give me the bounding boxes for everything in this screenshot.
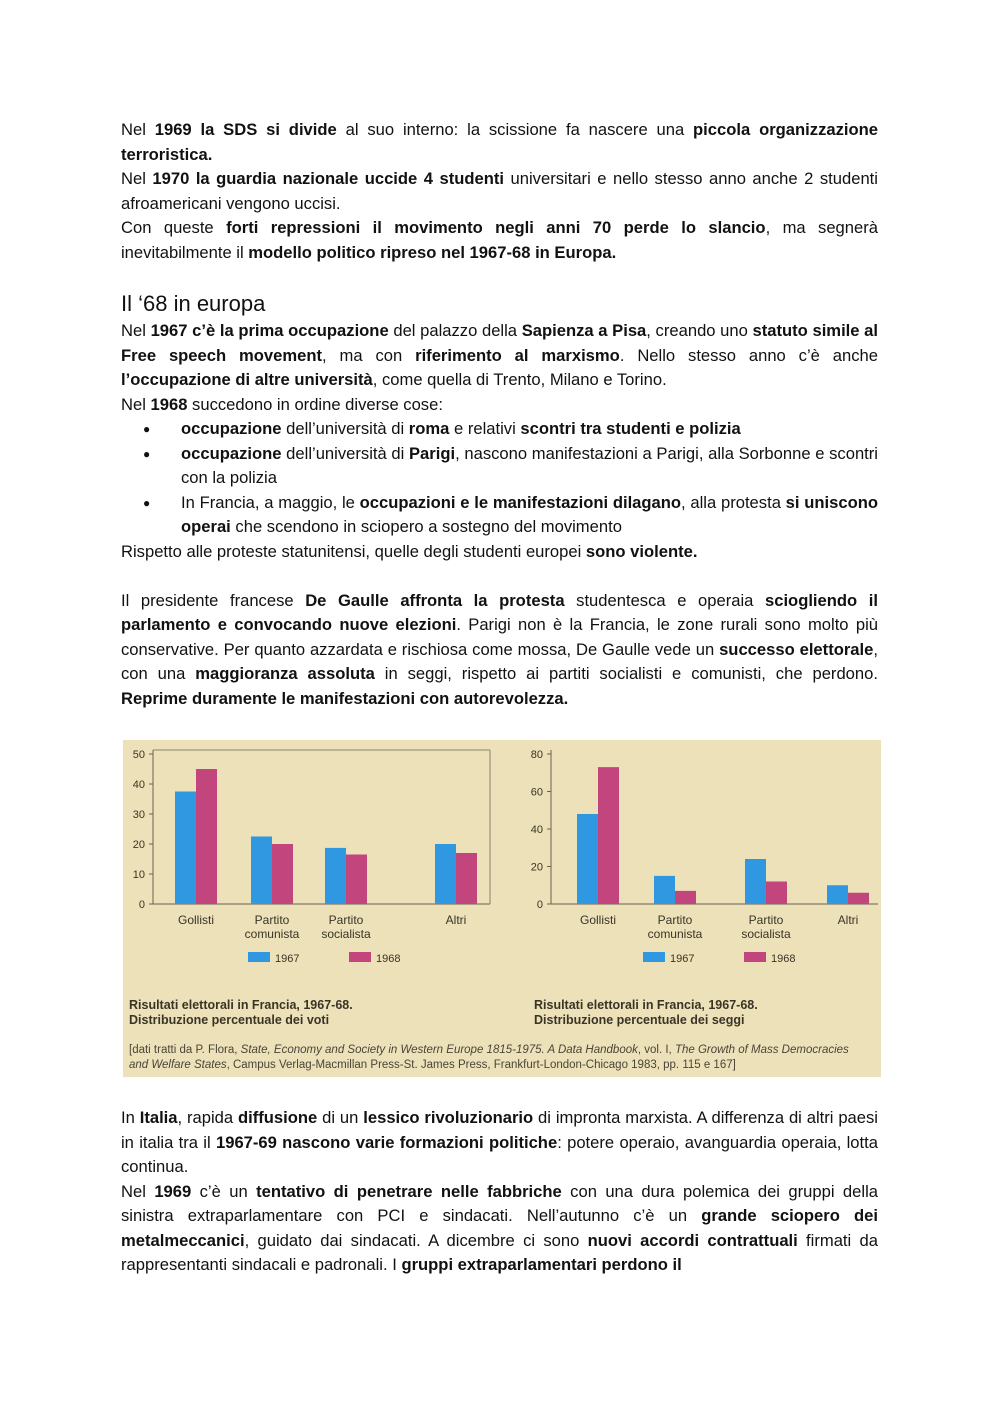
- paragraph-1970: Nel 1970 la guardia nazionale uccide 4 studenti universitari e nello stesso anno anche 2 studenti afroamericani vengono uccisi.: [121, 169, 878, 213]
- y-tick-label: 30: [132, 809, 145, 821]
- section-heading: Il ‘68 in europa: [121, 291, 266, 316]
- bar-1967: [745, 859, 766, 904]
- legend-label: 1967: [670, 953, 695, 965]
- legend-swatch-1967: [248, 952, 270, 962]
- y-tick-label: 0: [536, 899, 543, 911]
- y-tick-label: 40: [132, 779, 145, 791]
- list-item: ● In Francia, a maggio, le occupazioni e le manifestazioni dilagano, alla protesta si uniscono operai che scendono in sciopero a sostegno del movimento: [181, 491, 878, 540]
- bar-1967: [577, 814, 598, 904]
- bar-1968: [598, 767, 619, 904]
- list-item: ● occupazione dell’università di roma e relativi scontri tra studenti e polizia: [181, 417, 878, 442]
- bar-1968: [456, 853, 477, 904]
- y-tick-label: 80: [530, 749, 543, 761]
- bar-1967: [654, 876, 675, 904]
- y-tick-label: 40: [530, 824, 543, 836]
- chart-caption-seggi: Risultati elettorali in Francia, 1967-68. Distribuzione percentuale dei seggi: [534, 998, 758, 1027]
- paragraph-sds: Nel 1969 la SDS si divide al suo interno: la scissione fa nascere una piccola organizzazione terroristica.: [121, 120, 878, 164]
- bar-1968: [848, 893, 869, 904]
- document-body-continued: [121, 1106, 878, 1278]
- category-label: Altri: [837, 913, 859, 927]
- bar-1967: [251, 837, 272, 905]
- bar-1968: [675, 891, 696, 904]
- legend-label: 1967: [275, 953, 300, 965]
- y-tick-label: 0: [138, 899, 145, 911]
- category-label: Partito: [328, 913, 364, 927]
- category-label: Partito: [748, 913, 784, 927]
- y-tick-label: 60: [530, 786, 543, 799]
- paragraph-1967: Nel 1967 c’è la prima occupazione del palazzo della Sapienza a Pisa, creando uno statuto simile al Free speech movement, ma con riferimento al marxismo. Nello stesso anno c’è anche l’occupazione di altre università, come quella di Trento, Milano e Torino.: [121, 321, 879, 389]
- y-tick-label: 20: [530, 861, 543, 874]
- paragraph-fabbriche: Nel 1969 c’è un tentativo di penetrare nelle fabbriche con una dura polemica dei gruppi della sinistra extraparlamentare con PCI e sindacati. Nell’autunno c’è un grande sciopero dei metalmeccanici, guidato dai sindacati. A dicembre ci sono nuovi accordi contrattuali firmati da rappresentanti sindacali e padronali. I gruppi extraparlamentari perdono il: [121, 1181, 878, 1274]
- paragraph-1968: Nel 1968 succedono in ordine diverse cose:: [121, 394, 443, 414]
- legend-label: 1968: [376, 953, 401, 965]
- category-label: Altri: [445, 913, 467, 927]
- bar-1967: [175, 792, 196, 905]
- list-item: ● occupazione dell’università di Parigi, nascono manifestazioni a Parigi, alla Sorbonne e scontri con la polizia: [181, 442, 878, 491]
- paragraph-violente: Rispetto alle proteste statunitensi, quelle degli studenti europei sono violente.: [121, 541, 698, 561]
- category-label: socialista: [321, 927, 371, 941]
- bar-1967: [325, 848, 346, 904]
- legend-label: 1968: [771, 953, 796, 965]
- paragraph-de-gaulle: Il presidente francese De Gaulle affronta la protesta studentesca e operaia sciogliendo il parlamento e convocando nuove elezioni. Parigi non è la Francia, le zone rurali sono molto più conservative. Per quanto azzardata e rischiosa come mossa, De Gaulle vede un successo elettorale, con una maggioranza assoluta in seggi, rispetto ai partiti socialisti e comunisti, che perdono. Reprime duramente le manifestazioni con autorevolezza.: [121, 590, 879, 708]
- y-tick-label: 10: [132, 869, 145, 881]
- election-results-figure: [123, 740, 881, 1077]
- paragraph-italia: In Italia, rapida diffusione di un lessico rivoluzionario di impronta marxista. A differenza di altri paesi in italia tra il 1967-69 nascono varie formazioni politiche: potere operaio, avanguardia operaia, lotta continua.: [121, 1108, 878, 1176]
- bar-1968: [272, 844, 293, 904]
- chart-caption-voti: Risultati elettorali in Francia, 1967-68. Distribuzione percentuale dei voti: [129, 998, 353, 1027]
- bar-1968: [346, 855, 367, 905]
- legend-swatch-1968: [744, 952, 766, 962]
- category-label: Gollisti: [579, 913, 617, 927]
- category-label: comunista: [647, 927, 703, 941]
- category-label: socialista: [741, 927, 791, 941]
- y-tick-label: 20: [132, 839, 145, 851]
- paragraph-repressioni: Con queste forti repressioni il movimento negli anni 70 perde lo slancio, ma segnerà inevitabilmente il modello politico ripreso nel 1967-68 in Europa.: [121, 218, 878, 262]
- bar-1968: [766, 882, 787, 905]
- category-label: Partito: [254, 913, 290, 927]
- election-charts: [123, 740, 881, 1040]
- y-tick-label: 50: [132, 749, 145, 761]
- category-label: Gollisti: [177, 913, 215, 927]
- figure-source: [dati tratti da P. Flora, State, Economy and Society in Western Europe 1815-1975. A Data Handbook, vol. I, The Growth of Mass Democracies and Welfare States, Campus Verlag-Macmillan Press-St. James Press, Frankfurt-London-Chicago 1983, pp. 115 e 167]: [129, 1044, 849, 1071]
- bar-1967: [435, 844, 456, 904]
- category-label: Partito: [657, 913, 693, 927]
- document-body: [121, 118, 878, 711]
- legend-swatch-1968: [349, 952, 371, 962]
- category-label: comunista: [244, 927, 300, 941]
- bar-1968: [196, 769, 217, 904]
- legend-swatch-1967: [643, 952, 665, 962]
- bullet-list: [121, 417, 878, 540]
- bar-1967: [827, 885, 848, 904]
